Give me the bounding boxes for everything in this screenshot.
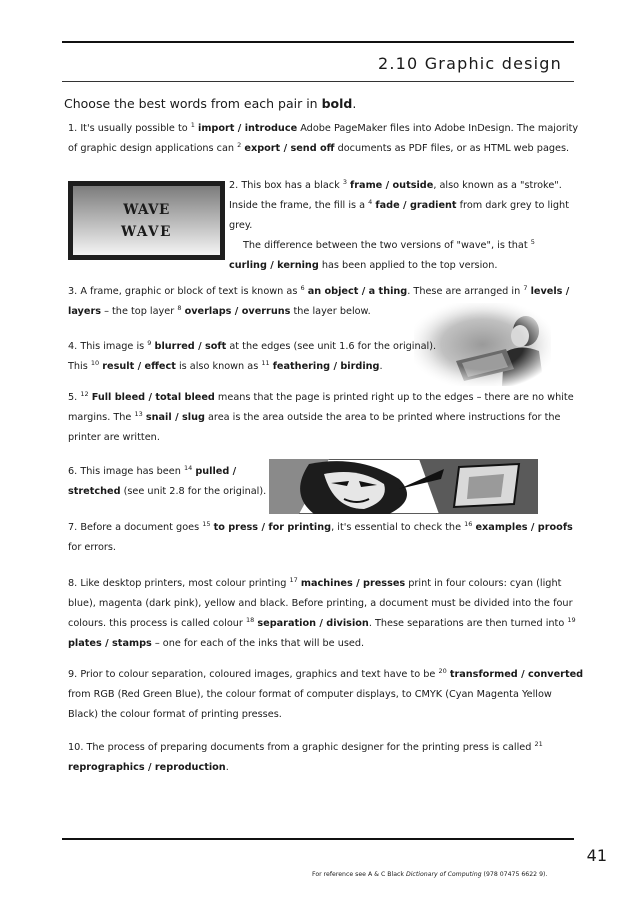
item-8: 8. Like desktop printers, most colour printing $^{17}$ machines / presses print in four colours: cyan (light blue), magenta (dark pink), yellow and black. Before printing, a document must be divided into the four colours. this process is called colour $^{18}$ separation / division. These separations are then turned into $^{19}$ plates / stamps – one for each of the inks that will be used. — [68, 576, 576, 649]
wave-word-kerned: WAVE — [123, 201, 170, 218]
instructions: Choose the best words from each pair in bold. — [64, 96, 357, 111]
item-9: 9. Prior to colour separation, coloured images, graphics and text have to be $^{20}$ transformed / converted from RGB (Red Green Blue), the colour format of computer displays, to CMYK (Cyan Magenta Yellow Black) the colour format of printing presses. — [68, 667, 584, 720]
bottom-rule — [62, 838, 574, 840]
page-number: 41 — [586, 846, 607, 865]
item-5: 5. $^{12}$ Full bleed / total bleed means that the page is printed right up to the edges – there are no white margins. The $^{13}$ snail / slug area is the area outside the area to be printed where instructions for the printer are written. — [68, 390, 574, 443]
item-6: 6. This image has been $^{14}$ pulled / stretched (see unit 2.8 for the original). — [68, 464, 267, 497]
page-title: 2.10 Graphic design — [378, 54, 562, 73]
item-3: 3. A frame, graphic or block of text is known as $^6$ an object / a thing. These are arranged in $^7$ levels / layers – the top layer $^8$ overlaps / overruns the layer below. — [68, 284, 570, 317]
title-rule — [62, 81, 574, 82]
top-rule — [62, 41, 574, 43]
item-1: 1. It's usually possible to $^1$ import / introduce Adobe PageMaker files into Adobe InDesign. The majority of graphic design applications can $^2$ export / send off documents as PDF files, or as HTML web pages. — [68, 121, 579, 154]
wave-box — [68, 181, 225, 260]
item-10: 10. The process of preparing documents from a graphic designer for the printing press is called $^{21}$ reprographics / reproduction. — [68, 740, 543, 773]
stretched-comic-image — [269, 459, 538, 514]
footer-reference: For reference see A & C Black Dictionary of Computing (978 07475 6622 9). — [312, 871, 548, 878]
wave-word-normal: WAVE — [121, 223, 172, 240]
wave-gradient-fill — [73, 186, 220, 255]
item-2: 2. This box has a black $^3$ frame / outside, also known as a "stroke". Inside the frame, the fill is a $^4$ fade / gradient from dark grey to light grey. The difference between the two versions of "wave", is that $^5$ curling / kerning has been applied to the top version. — [229, 178, 569, 271]
item-4: 4. This image is $^9$ blurred / soft at the edges (see unit 1.6 for the original). This $^{10}$ result / effect is also known as $^{11}$ feathering / birding. — [68, 339, 437, 372]
item-7: 7. Before a document goes $^{15}$ to press / for printing, it's essential to check the $^{16}$ examples / proofs for errors. — [68, 520, 573, 553]
